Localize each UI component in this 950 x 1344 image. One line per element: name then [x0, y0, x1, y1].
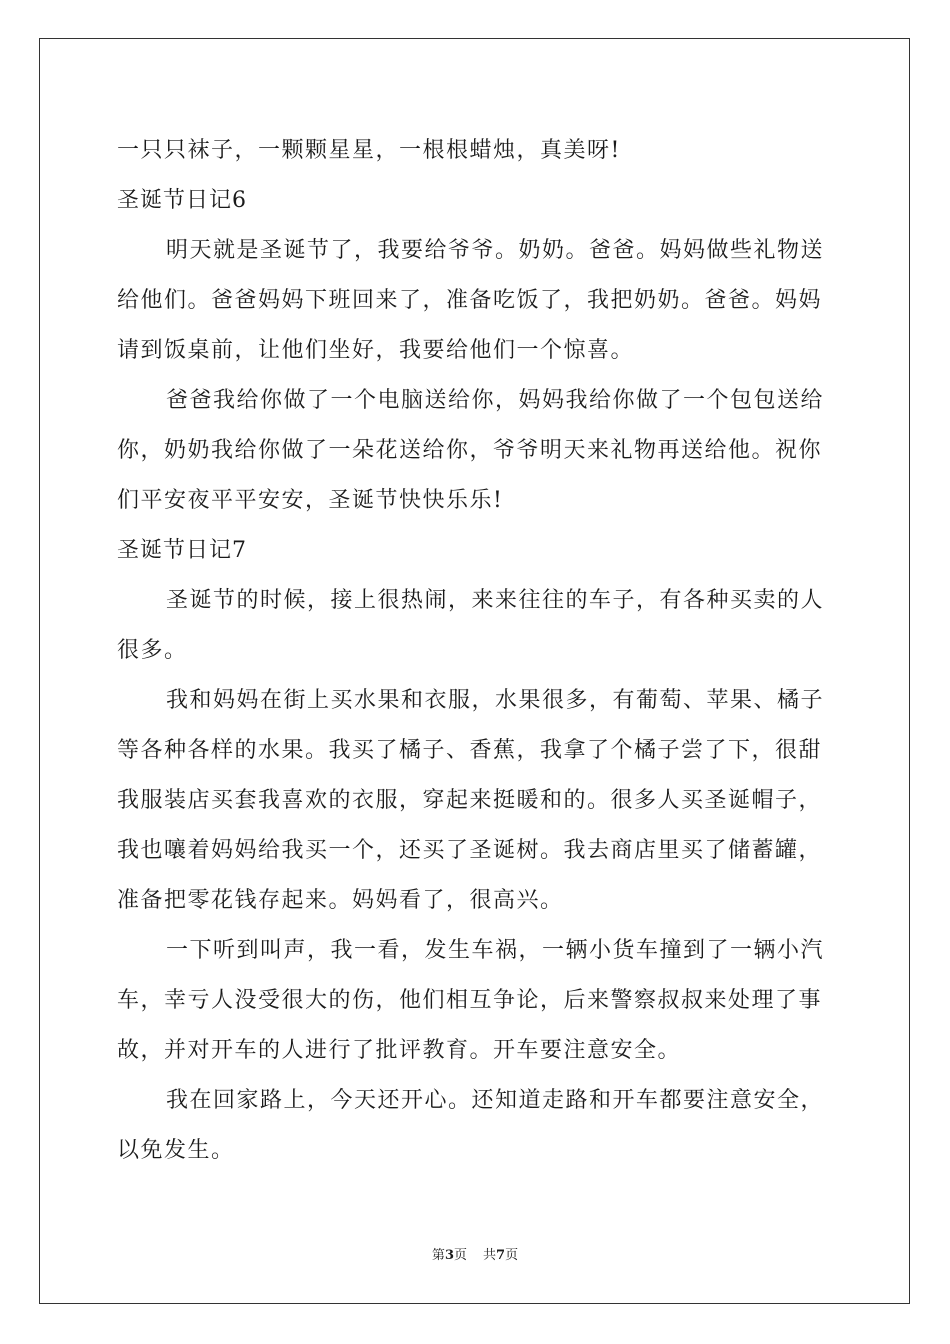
paragraph-line: 明天就是圣诞节了，我要给爷爷。奶奶。爸爸。妈妈做些礼物送: [166, 238, 825, 263]
page-number: [432, 1248, 467, 1263]
total-prefix: 共: [483, 1248, 497, 1263]
paragraph-line: 一只只袜子，一颗颗星星，一根根蜡烛，真美呀!: [117, 138, 621, 163]
page-total: [483, 1248, 518, 1263]
paragraph-line: 以免发生。: [117, 1138, 235, 1163]
paragraph-line: 给他们。爸爸妈妈下班回来了，准备吃饭了，我把奶奶。爸爸。妈妈: [117, 288, 823, 313]
total-pages: 7: [496, 1248, 506, 1263]
page-suffix: 页: [453, 1248, 467, 1263]
paragraph-line: 爸爸我给你做了一个电脑送给你，妈妈我给你做了一个包包送给: [166, 388, 825, 413]
total-suffix: 页: [505, 1248, 519, 1263]
paragraph-line: 我服装店买套我喜欢的衣服，穿起来挺暖和的。很多人买圣诞帽子，: [117, 788, 823, 813]
page-prefix: 第: [431, 1248, 445, 1263]
current-page: 3: [444, 1248, 454, 1263]
paragraph-line: 很多。: [117, 638, 188, 663]
paragraph-line: 请到饭桌前，让他们坐好，我要给他们一个惊喜。: [117, 338, 635, 363]
page-footer: [0, 1247, 950, 1265]
paragraph-line: 我和妈妈在街上买水果和衣服，水果很多，有葡萄、苹果、橘子: [166, 688, 825, 713]
paragraph-line: 我也嚷着妈妈给我买一个，还买了圣诞树。我去商店里买了储蓄罐，: [117, 838, 823, 863]
paragraph-line: 我在回家路上，今天还开心。还知道走路和开车都要注意安全，: [166, 1088, 825, 1113]
paragraph-line: 们平安夜平平安安，圣诞节快快乐乐!: [117, 488, 504, 513]
paragraph-line: 等各种各样的水果。我买了橘子、香蕉，我拿了个橘子尝了下，很甜: [117, 738, 823, 763]
paragraph-line: 车，幸亏人没受很大的伤，他们相互争论，后来警察叔叔来处理了事: [117, 988, 823, 1013]
paragraph-line: 一下听到叫声，我一看，发生车祸，一辆小货车撞到了一辆小汽: [166, 938, 825, 963]
paragraph-line: 准备把零花钱存起来。妈妈看了，很高兴。: [117, 888, 564, 913]
section-heading-diary-7: 圣诞节日记7: [117, 538, 247, 563]
section-heading-diary-6: 圣诞节日记6: [117, 188, 247, 213]
paragraph-line: 你，奶奶我给你做了一朵花送给你，爷爷明天来礼物再送给他。祝你: [117, 438, 823, 463]
paragraph-line: 圣诞节的时候，接上很热闹，来来往往的车子，有各种买卖的人: [166, 588, 825, 613]
paragraph-line: 故，并对开车的人进行了批评教育。开车要注意安全。: [117, 1038, 682, 1063]
